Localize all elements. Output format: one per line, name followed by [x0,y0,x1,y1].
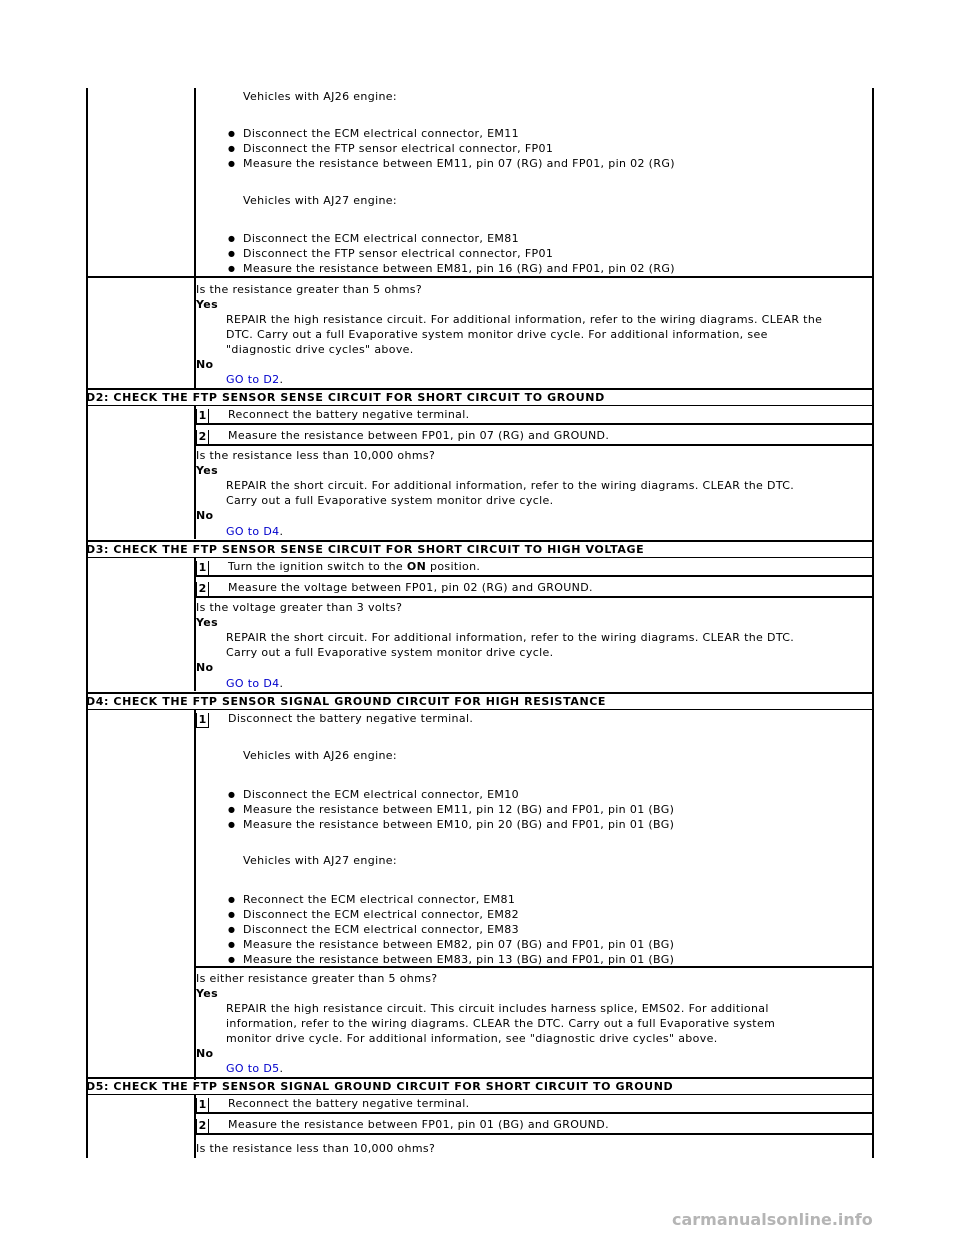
question: Is the voltage greater than 3 volts? [196,601,403,614]
goto-suffix: . [279,677,284,690]
goto-suffix: . [279,525,284,538]
step-number: 2 [196,582,209,597]
goto-line [226,524,283,539]
row-divider [86,388,874,390]
step-number: 2 [196,430,209,445]
step-number: 1 [196,409,209,424]
row-divider [86,557,874,558]
step-text-post: position. [426,560,481,573]
list-item: ● Disconnect the ECM electrical connector, EM81 [243,231,519,246]
step-number: 2 [196,1119,209,1134]
yes-text: Carry out a full Evaporative system monitor drive cycle. [226,646,554,659]
goto-d5-link[interactable]: GO to D5 [226,1062,280,1075]
list-item: ● Disconnect the ECM electrical connector, EM83 [243,922,519,937]
yes-text: DTC. Carry out a full Evaporative system monitor drive cycle. For additional information, see [226,328,768,341]
column-divider [194,709,196,1080]
aj26-heading: Vehicles with AJ26 engine: [243,90,397,103]
goto-suffix: . [279,373,284,386]
step-text: Measure the resistance between FP01, pin 01 (BG) and GROUND. [228,1118,609,1131]
list-item: ● Measure the resistance between EM81, pin 16 (RG) and FP01, pin 02 (RG) [243,261,675,276]
list-item: ● Measure the resistance between EM11, pin 07 (RG) and FP01, pin 02 (RG) [243,156,675,171]
section-title-d4: D4: CHECK THE FTP SENSOR SIGNAL GROUND CIRCUIT FOR HIGH RESISTANCE [86,695,607,708]
step-number: 1 [196,561,209,576]
no-label: No [196,1047,214,1060]
no-label: No [196,661,214,674]
aj27-heading: Vehicles with AJ27 engine: [243,854,397,867]
list-item: ● Measure the resistance between EM10, pin 20 (BG) and FP01, pin 01 (BG) [243,817,674,832]
yes-label: Yes [196,616,219,629]
no-label: No [196,509,214,522]
row-divider [196,966,874,968]
yes-label: Yes [196,987,219,1000]
step-text: Reconnect the battery negative terminal. [228,408,470,421]
goto-line [226,1061,283,1076]
row-divider [86,692,874,694]
list-item: ● Disconnect the ECM electrical connector, EM11 [243,126,519,141]
yes-text: monitor drive cycle. For additional information, see "diagnostic drive cycles" above. [226,1032,718,1045]
step-text: Reconnect the battery negative terminal. [228,1097,470,1110]
list-item: ● Disconnect the FTP sensor electrical connector, FP01 [243,141,553,156]
yes-label: Yes [196,298,219,311]
column-divider [194,88,196,388]
goto-d2-link[interactable]: GO to D2 [226,373,280,386]
yes-label: Yes [196,464,219,477]
row-divider [86,276,874,278]
step-text: Measure the voltage between FP01, pin 02 (RG) and GROUND. [228,581,593,594]
question: Is the resistance greater than 5 ohms? [196,283,423,296]
step-divider [196,561,874,577]
row-divider [86,1077,874,1079]
goto-suffix: . [279,1062,284,1075]
table-left-border [86,88,88,1158]
yes-text: REPAIR the short circuit. For additional information, refer to the wiring diagrams. CLEAR the DTC. [226,631,795,644]
list-item: ● Disconnect the ECM electrical connector, EM82 [243,907,519,922]
goto-d4-link[interactable]: GO to D4 [226,677,280,690]
step-divider [196,409,874,425]
question: Is the resistance less than 10,000 ohms? [196,449,436,462]
step-divider [196,430,874,446]
section-title-d3: D3: CHECK THE FTP SENSOR SENSE CIRCUIT FOR SHORT CIRCUIT TO HIGH VOLTAGE [86,543,645,556]
yes-text: REPAIR the high resistance circuit. For additional information, refer to the wiring diagrams. CLEAR the [226,313,823,326]
row-divider [86,1094,874,1095]
list-item: ● Disconnect the FTP sensor electrical connector, FP01 [243,246,553,261]
table-right-border [872,88,874,1158]
row-divider [86,405,874,406]
aj27-heading: Vehicles with AJ27 engine: [243,194,397,207]
yes-text: "diagnostic drive cycles" above. [226,343,414,356]
list-item: ● Disconnect the ECM electrical connector, EM10 [243,787,519,802]
section-title-d2: D2: CHECK THE FTP SENSOR SENSE CIRCUIT FOR SHORT CIRCUIT TO GROUND [86,391,605,404]
section-title-d5: D5: CHECK THE FTP SENSOR SIGNAL GROUND CIRCUIT FOR SHORT CIRCUIT TO GROUND [86,1080,674,1093]
list-item: ● Reconnect the ECM electrical connector, EM81 [243,892,515,907]
step-divider [196,1098,874,1114]
list-item: ● Measure the resistance between EM83, pin 13 (BG) and FP01, pin 01 (BG) [243,952,674,967]
list-item: ● Measure the resistance between EM82, pin 07 (BG) and FP01, pin 01 (BG) [243,937,674,952]
yes-text: information, refer to the wiring diagrams. CLEAR the DTC. Carry out a full Evaporative system [226,1017,776,1030]
goto-line [226,372,283,387]
step-text: Measure the resistance between FP01, pin 07 (RG) and GROUND. [228,429,610,442]
aj26-heading: Vehicles with AJ26 engine: [243,749,397,762]
yes-text: REPAIR the high resistance circuit. This circuit includes harness splice, EMS02. For additional [226,1002,769,1015]
goto-line [226,676,283,691]
step-number: 1 [196,1098,209,1113]
row-divider [86,540,874,542]
watermark: carmanualsonline.info [672,1210,873,1229]
no-label: No [196,358,214,371]
step-number: 1 [196,713,209,728]
goto-d4-link[interactable]: GO to D4 [226,525,280,538]
step-divider [196,582,874,598]
list-item: ● Measure the resistance between EM11, pin 12 (BG) and FP01, pin 01 (BG) [243,802,674,817]
step-text-bold: ON [406,560,427,573]
step-text-pre: Turn the ignition switch to the [228,560,407,573]
step-text: Disconnect the battery negative terminal. [228,712,474,725]
question: Is either resistance greater than 5 ohms? [196,972,438,985]
step-divider [196,713,211,727]
yes-text: Carry out a full Evaporative system monitor drive cycle. [226,494,554,507]
question: Is the resistance less than 10,000 ohms? [196,1142,436,1155]
step-divider [196,1119,874,1135]
row-divider [86,709,874,710]
yes-text: REPAIR the short circuit. For additional information, refer to the wiring diagrams. CLEAR the DTC. [226,479,795,492]
